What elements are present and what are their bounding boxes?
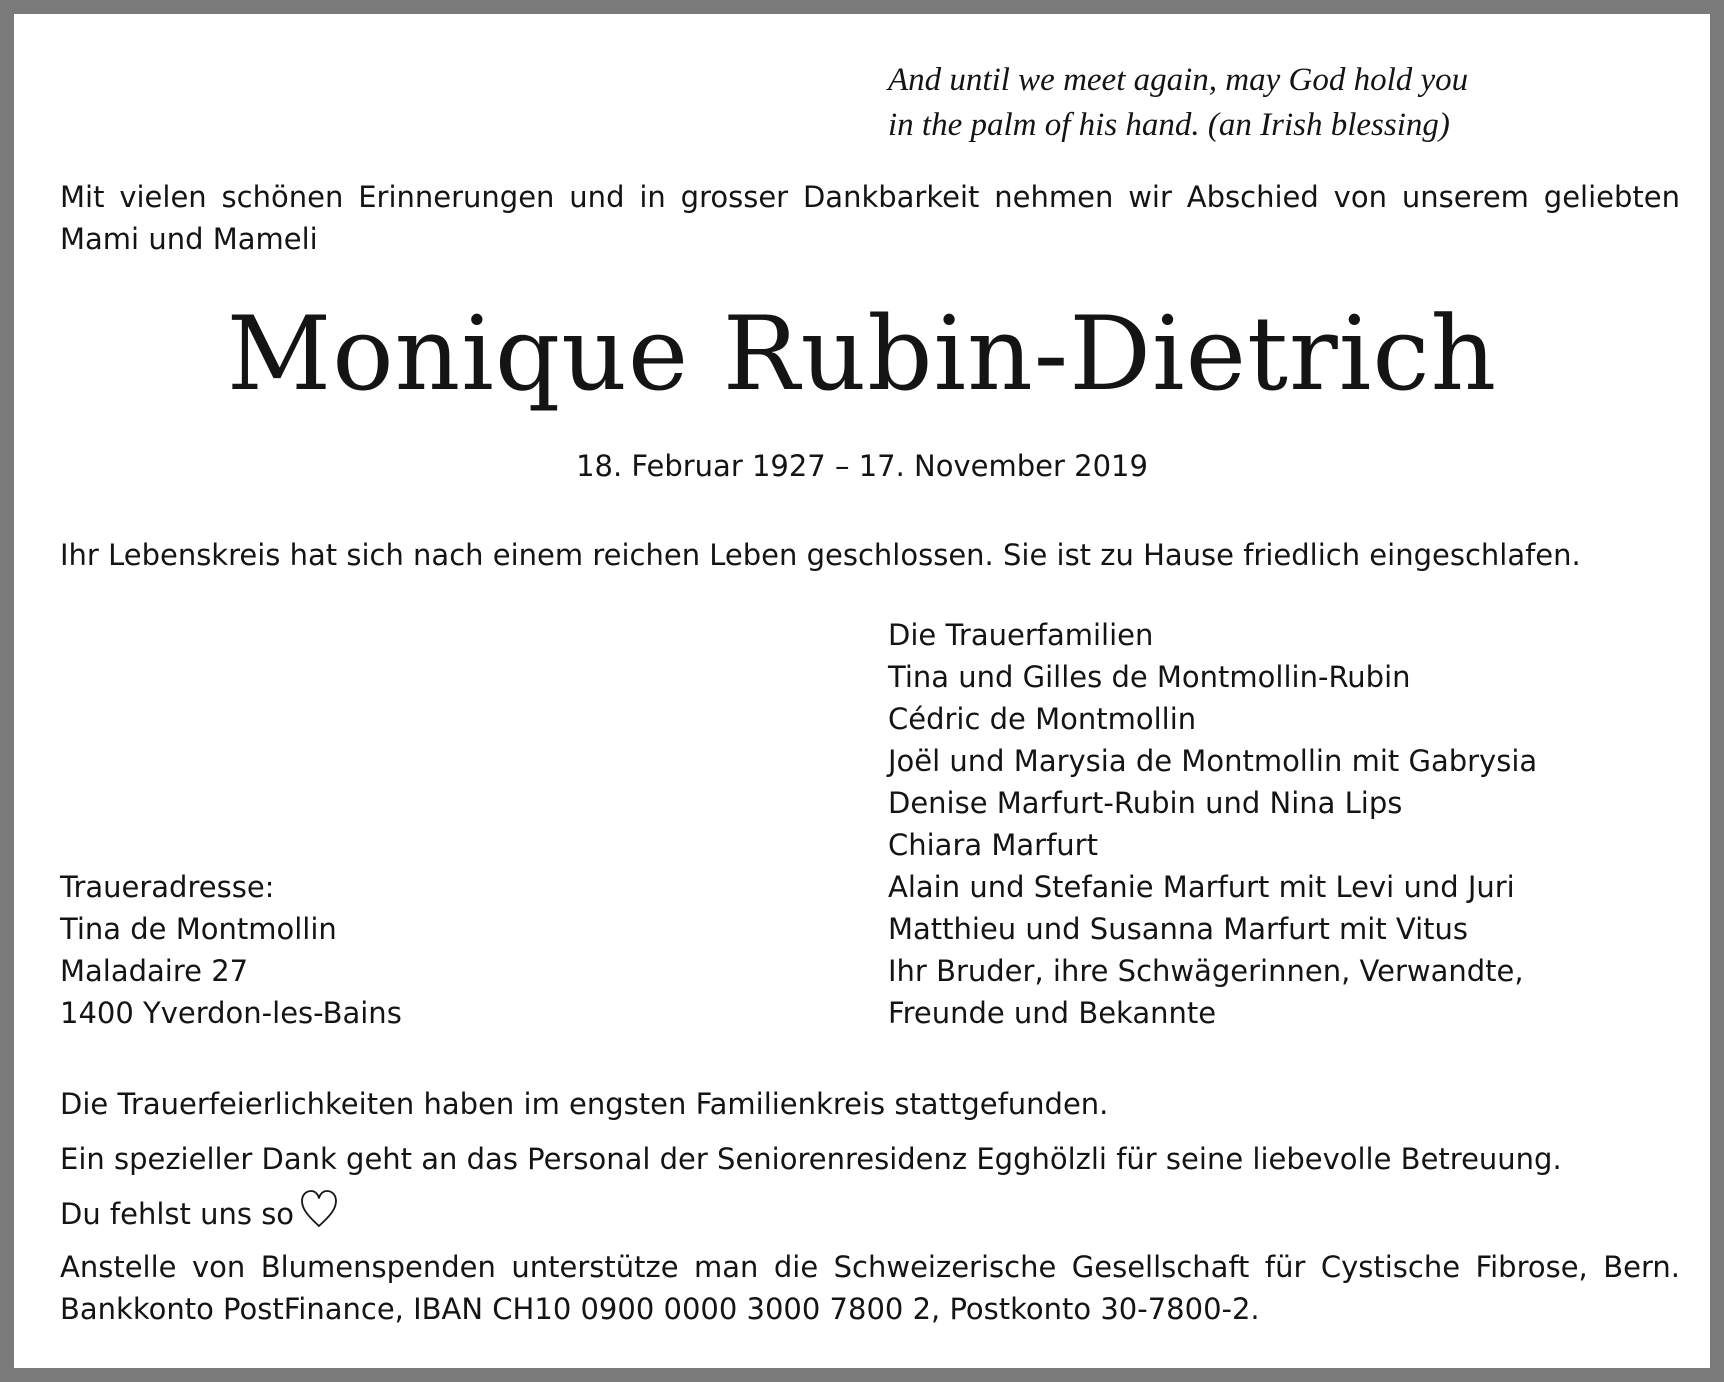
family-line: Die Trauerfamilien <box>888 618 1154 652</box>
family-line: Alain und Stefanie Marfurt mit Levi und Juri <box>888 870 1515 904</box>
thanks-note: Ein spezieller Dank geht an das Personal der Seniorenresidenz Egghölzli für seine liebevolle Betreuung. <box>60 1142 1562 1176</box>
deceased-name: Monique Rubin-Dietrich <box>226 295 1498 414</box>
heart-outline-icon <box>300 1189 338 1229</box>
ceremony-note: Die Trauerfeierlichkeiten haben im engsten Familienkreis stattgefunden. <box>60 1087 1109 1121</box>
mourning-address <box>60 866 402 1034</box>
mourning-families-list <box>888 614 1537 1034</box>
miss-you-text: Du fehlst uns so <box>60 1197 295 1231</box>
family-line: Freunde und Bekannte <box>888 996 1217 1030</box>
family-line: Ihr Bruder, ihre Schwägerinnen, Verwandte, <box>888 954 1524 988</box>
address-heading: Traueradresse: <box>60 870 275 904</box>
family-line: Joël und Marysia de Montmollin mit Gabrysia <box>888 744 1538 778</box>
obituary-page <box>14 14 1710 1368</box>
miss-you-line <box>60 1187 1680 1242</box>
closing-notes <box>60 1077 1680 1330</box>
life-dates: 18. Februar 1927 – 17. November 2019 <box>576 449 1148 483</box>
family-line: Denise Marfurt-Rubin und Nina Lips <box>888 786 1403 820</box>
address-name: Tina de Montmollin <box>60 912 337 946</box>
irish-blessing <box>888 58 1468 148</box>
donation-note: Anstelle von Blumenspenden unterstütze man die Schweizerische Gesellschaft für Cystische Fibrose, Bern. Bankkonto PostFinance, IBAN CH10 0900 0000 3000 7800 2, Postkonto 30-7800-2. <box>60 1250 1680 1326</box>
life-circle-sentence: Ihr Lebenskreis hat sich nach einem reichen Leben geschlossen. Sie ist zu Hause friedlich eingeschlafen. <box>60 538 1581 572</box>
blessing-line-2: in the palm of his hand. (an Irish blessing) <box>888 107 1450 143</box>
family-line: Chiara Marfurt <box>888 828 1098 862</box>
blessing-line-1: And until we meet again, may God hold you <box>888 62 1469 98</box>
address-city: 1400 Yverdon-les-Bains <box>60 996 402 1030</box>
address-street: Maladaire 27 <box>60 954 249 988</box>
family-line: Tina und Gilles de Montmollin-Rubin <box>888 660 1411 694</box>
family-line: Matthieu und Susanna Marfurt mit Vitus <box>888 912 1469 946</box>
family-line: Cédric de Montmollin <box>888 702 1197 736</box>
intro-paragraph: Mit vielen schönen Erinnerungen und in grosser Dankbarkeit nehmen wir Abschied von unserem geliebten Mami und Mameli <box>60 180 1680 256</box>
